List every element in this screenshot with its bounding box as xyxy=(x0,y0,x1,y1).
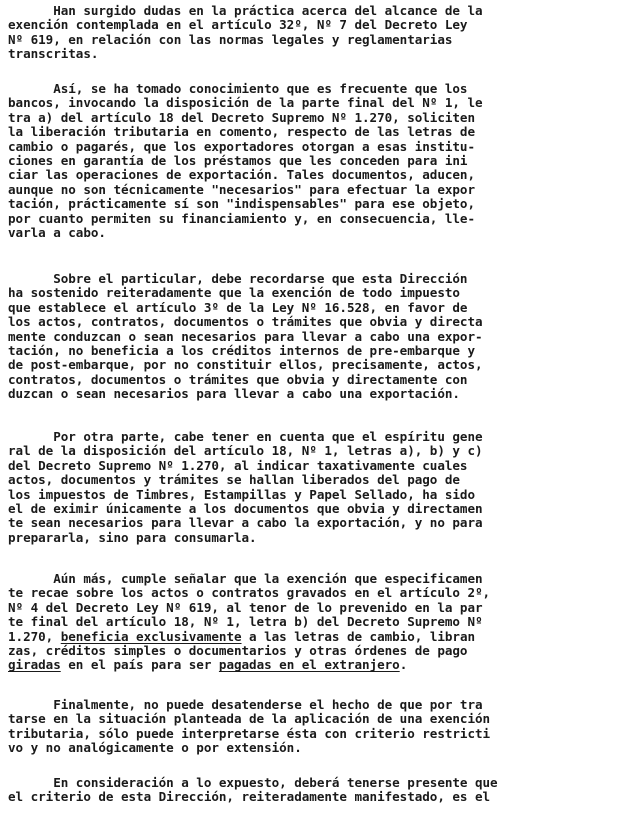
text-line: de post-embarque, por no constituir ellos, precisamente, actos, xyxy=(8,357,483,373)
text-line: 1.270, beneficia exclusivamente a las letras de cambio, libran xyxy=(8,628,476,644)
paragraph-otra-parte xyxy=(8,430,624,545)
paragraph-dudas xyxy=(8,4,624,62)
text-line: Aún más, cumple señalar que la exención que especificamen xyxy=(8,571,483,586)
text-line: tación, no beneficia a los créditos internos de pre-embarque y xyxy=(8,342,475,358)
text-line: ciar las operaciones de exportación. Tales documentos, aducen, xyxy=(8,167,475,183)
text-line: Han surgido dudas en la práctica acerca del alcance de la xyxy=(8,3,483,18)
text-line: tarse en la situación planteada de la aplicación de una exención xyxy=(8,711,491,727)
text-line: varla a cabo. xyxy=(8,224,106,240)
paragraph-particular xyxy=(8,272,624,402)
text-line: el criterio de esta Dirección, reiteradamente manifestado, es el xyxy=(8,789,491,805)
text-line: prepararla, sino para consumarla. xyxy=(8,529,257,545)
paragraph-bancos xyxy=(8,82,624,240)
text-line: ciones en garantía de los préstamos que les conceden para ini xyxy=(8,152,468,168)
text-line: duzcan o sean necesarios para llevar a cabo una exportación. xyxy=(8,386,460,402)
text-line: zas, créditos simples o documentarios y otras órdenes de pago xyxy=(8,642,468,658)
text-line: Nº 4 del Decreto Ley Nº 619, al tenor de lo prevenido en la par xyxy=(8,599,483,615)
text-line: tación, prácticamente sí son "indispensables" para ese objeto, xyxy=(8,196,475,212)
text-line: Por otra parte, cabe tener en cuenta que el espíritu gene xyxy=(8,429,483,444)
underlined-phrase: beneficia exclusivamente xyxy=(60,628,242,644)
text-line: los impuestos de Timbres, Estampillas y Papel Sellado, ha sido xyxy=(8,486,475,502)
text-line: los actos, contratos, documentos o trámites que obvia y directa xyxy=(8,314,483,330)
text-line: el de eximir únicamente a los documentos que obvia y directamen xyxy=(8,500,483,516)
text-line: ral de la disposición del artículo 18, Nº 1, letras a), b) y c) xyxy=(8,443,483,459)
text-line: te final del artículo 18, Nº 1, letra b) del Decreto Supremo Nº xyxy=(8,614,483,630)
text-line: exención contemplada en el artículo 32º, Nº 7 del Decreto Ley xyxy=(8,17,468,33)
text-line: cambio o pagarés, que los exportadores otorgan a esas institu- xyxy=(8,138,475,154)
text-line: actos, documentos y trámites se hallan liberados del pago de xyxy=(8,472,460,488)
text-line: te sean necesarios para llevar a cabo la exportación, y no para xyxy=(8,515,483,531)
text-line: la liberación tributaria en comento, respecto de las letras de xyxy=(8,124,475,140)
text-line: Nº 619, en relación con las normas legales y reglamentarias xyxy=(8,31,453,47)
text-line: del Decreto Supremo Nº 1.270, al indicar taxativamente cuales xyxy=(8,457,468,473)
text-line: tra a) del artículo 18 del Decreto Supremo Nº 1.270, soliciten xyxy=(8,109,475,125)
text-line: tributaria, sólo puede interpretarse ésta con criterio restricti xyxy=(8,725,491,741)
text-line: Finalmente, no puede desatenderse el hecho de que por tra xyxy=(8,697,483,712)
paragraph-aun-mas xyxy=(8,572,624,673)
text-line: te recae sobre los actos o contratos gravados en el artículo 2º, xyxy=(8,585,491,601)
text-line: transcritas. xyxy=(8,46,99,62)
text-line: Así, se ha tomado conocimiento que es frecuente que los xyxy=(8,81,468,96)
text-line: bancos, invocando la disposición de la parte final del Nº 1, le xyxy=(8,95,483,111)
text-line: Sobre el particular, debe recordarse que esta Dirección xyxy=(8,271,468,286)
paragraph-finalmente xyxy=(8,698,624,756)
underlined-phrase: pagadas en el extranjero xyxy=(218,657,400,673)
text-line: ha sostenido reiteradamente que la exención de todo impuesto xyxy=(8,285,460,301)
underlined-phrase: giradas xyxy=(8,657,61,673)
paragraph-consideracion xyxy=(8,776,624,805)
text-line: por cuanto permiten su financiamiento y, en consecuencia, lle- xyxy=(8,210,475,226)
text-line: contratos, documentos o trámites que obvia y directamente con xyxy=(8,371,468,387)
text-line: vo y no analógicamente o por extensión. xyxy=(8,740,302,756)
text-line: aunque no son técnicamente "necesarios" para efectuar la expor xyxy=(8,181,475,197)
text-line: En consideración a lo expuesto, deberá tenerse presente que xyxy=(8,775,498,790)
text-line: giradas en el país para ser pagadas en el extranjero. xyxy=(8,657,408,673)
text-line: mente conduzcan o sean necesarios para llevar a cabo una expor- xyxy=(8,328,483,344)
text-line: que establece el artículo 3º de la Ley Nº 16.528, en favor de xyxy=(8,299,468,315)
